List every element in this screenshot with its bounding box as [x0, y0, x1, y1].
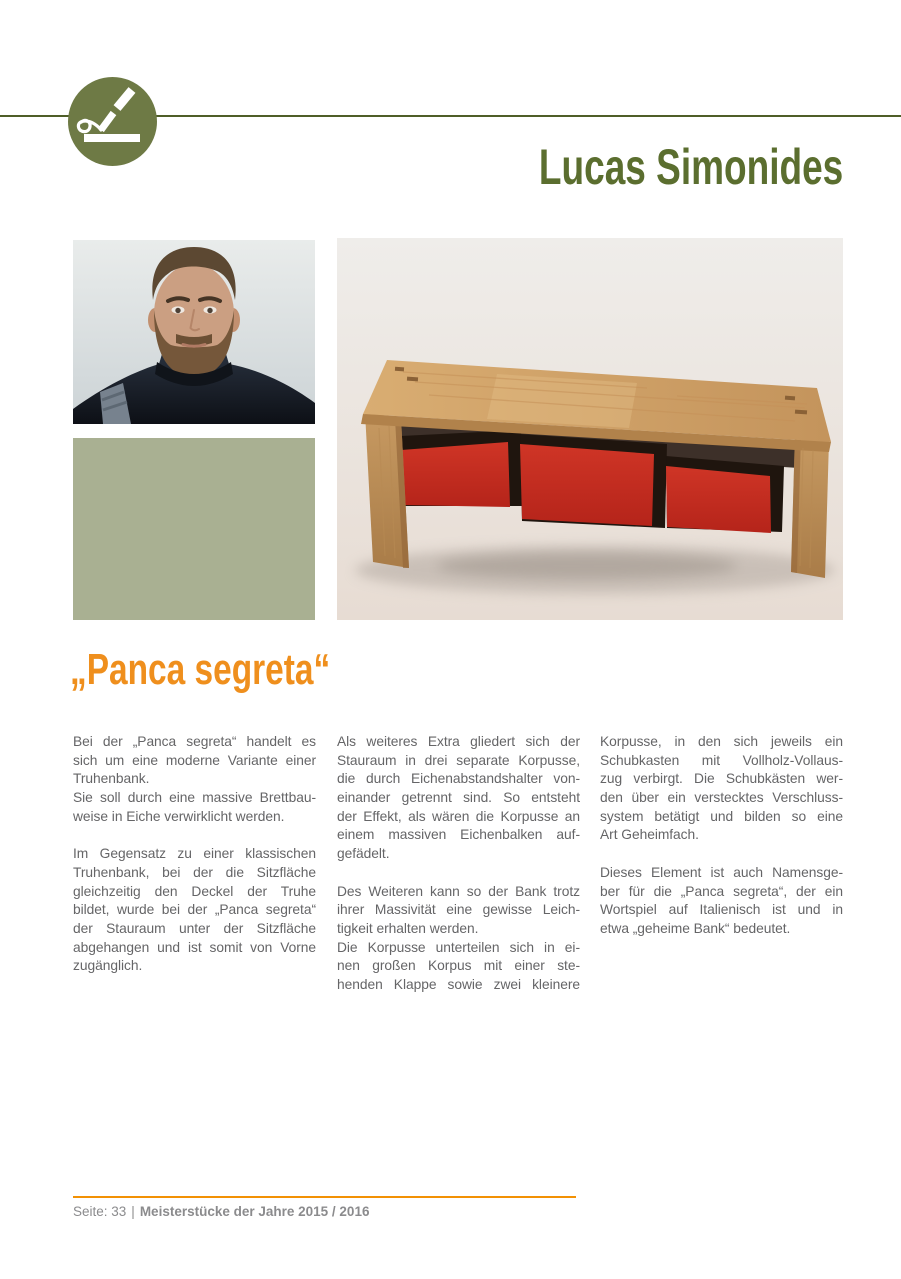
carpentry-badge	[68, 77, 157, 166]
footer-separator: |	[131, 1204, 135, 1219]
body-text-line: Bei der „Panca segreta“ handelt es	[73, 734, 316, 749]
body-text-line: ber für die „Panca segreta“, der ein	[600, 883, 843, 899]
text-column-1	[73, 733, 316, 976]
body-text-line: Truhenbank.	[73, 771, 150, 787]
article-heading: „Panca segreta“	[70, 645, 331, 694]
body-text-line: zug verbirgt. Die Schubkästen wer-	[600, 771, 843, 787]
body-text-line: einander getrennt sind. So entsteht	[337, 790, 580, 806]
body-text-line: Sie soll durch eine massive Brettbau-	[73, 790, 316, 806]
body-text-line: die durch Eichenabstandshalter von-	[337, 771, 580, 787]
footer-text	[73, 1204, 369, 1219]
body-text-line: nen großen Korpus mit einer ste-	[337, 958, 580, 974]
body-text-line: Wortspiel auf Italienisch ist und in	[600, 902, 843, 918]
color-panel	[73, 438, 315, 620]
text-column-2	[337, 733, 580, 995]
body-text-line: sich um eine moderne Variante einer	[73, 752, 316, 768]
body-text-line: gefädelt.	[337, 846, 390, 862]
body-text-line: Des Weiteren kann so der Bank trotz	[337, 883, 580, 899]
body-text-line: system betätigt und bilden so eine	[600, 808, 843, 824]
body-text-line: Stauraum in drei separate Korpusse,	[337, 752, 580, 768]
footer-page-number: Seite: 33	[73, 1204, 127, 1219]
portrait-photo	[73, 240, 315, 424]
bench-illustration	[337, 238, 843, 620]
body-text-line: der Effekt, als wären die Korpusse an	[337, 808, 580, 824]
body-text-line: Als weiteres Extra gliedert sich der	[337, 734, 580, 749]
text-column-3	[600, 733, 843, 939]
body-text-line: Die Korpusse unterteilen sich in ei-	[337, 939, 580, 955]
body-text-line: etwa „geheime Bank“ bedeutet.	[600, 920, 791, 936]
body-text-line: weise in Eiche verwirklicht werden.	[73, 808, 285, 824]
body-text-line: abgehangen und ist somit von Vorne	[73, 939, 316, 955]
paragraph-gap	[337, 864, 580, 883]
paragraph-gap	[600, 845, 843, 864]
body-text-line: zugänglich.	[73, 958, 143, 974]
body-text-line: einem massiven Eichenbalken auf-	[337, 827, 580, 843]
product-photo	[337, 238, 843, 620]
page-title: Lucas Simonides	[538, 139, 843, 195]
footer-publication-title: Meisterstücke der Jahre 2015 / 2016	[139, 1204, 370, 1219]
portrait-illustration	[73, 240, 315, 424]
body-text-line: Schubkasten mit Vollholz-Vollaus-	[600, 752, 843, 768]
body-text-line: Dieses Element ist auch Namensge-	[600, 864, 843, 880]
body-text-line: Im Gegensatz zu einer klassischen	[73, 846, 316, 862]
body-text-line: ihrer Massivität eine gewisse Leich-	[337, 902, 580, 918]
footer-rule	[73, 1196, 576, 1198]
body-text-line: Art Geheimfach.	[600, 827, 699, 843]
body-text-line: der Stauraum unter der Sitzfläche	[73, 920, 316, 936]
body-text-line: henden Klappe sowie zwei kleinere	[337, 976, 580, 992]
wood-shaving-chisel-icon	[68, 77, 157, 166]
body-text-line: bildet, wurde bei der „Panca segreta“	[73, 902, 316, 918]
body-text-line: tigkeit erhalten werden.	[337, 920, 479, 936]
body-text-line: den über ein verstecktes Verschluss-	[600, 790, 843, 806]
body-text-line: Truhenbank, bei der die Sitzfläche	[73, 864, 316, 880]
paragraph-gap	[73, 826, 316, 845]
body-text-line: Korpusse, in den sich jeweils ein	[600, 734, 843, 749]
body-text-line: gleichzeitig den Deckel der Truhe	[73, 883, 316, 899]
